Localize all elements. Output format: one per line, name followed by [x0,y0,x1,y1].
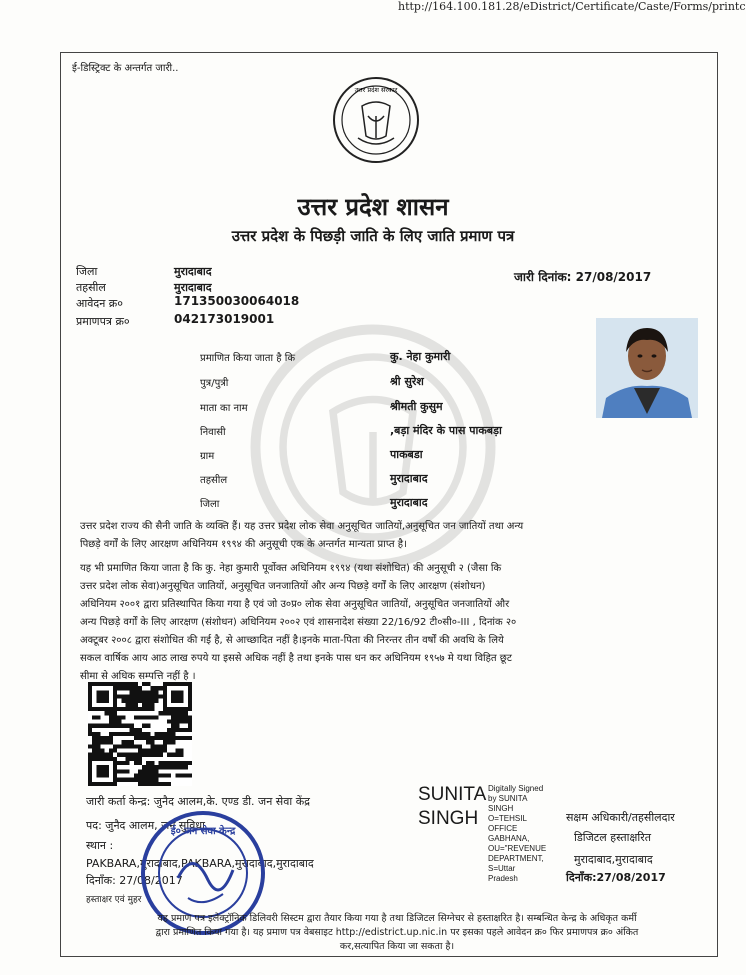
qr-code[interactable] [88,682,192,786]
applicant-name: कु. नेहा कुमारी [390,350,451,363]
person-district-value: मुरादाबाद [390,496,428,509]
body-line-1: उत्तर प्रदेश राज्य की सैनी जाति के व्यक्ति हैं। यह उत्तर प्रदेश लोक सेवा अनुसूचित जातियों,अनुसूचित जन जातियों तथा अन्य [80,521,524,532]
body-line-2: पिछड़े वर्गों के लिए आरक्षण अधिनियम १९९४ की अनुसूची एक के अन्तर्गत मान्यता प्राप्त है। [80,539,407,550]
child-of-label: पुत्र/पुत्री [200,378,229,389]
place-label: स्थान : [86,839,114,852]
footer-line-2: द्वारा प्रमाणित किया गया है। यह प्रमाण पत्र वेबसाइट http://edistrict.up.nic.in पर इसका पहले आवेदन क्र० फिर प्रमाणपत्र क्र० अंकित [155,927,639,938]
up-government-emblem [332,76,420,164]
body-line-4: उत्तर प्रदेश लोक सेवा)अनुसूचित जातियों, अनुसूचित जनजातियों और अन्य पिछड़े वर्गों के लिए आरक्षण (संशोधन) [80,581,486,592]
person-district-label: जिला [200,499,220,510]
footer-line-3: कर,सत्यापित किया जा सकता है। [339,941,455,952]
body-line-8: सकल वार्षिक आय आठ लाख रुपये या इससे अधिक नहीं है तथा इनके पास धन कर अधिनियम १९५७ मे यथा विहित छूट [80,653,512,664]
body-line-7: अक्टूबर २००८ द्वारा संशोधित की गई है, से आच्छादित नहीं है।इनके माता-पिता की निरन्तर तीन वर्षों की अवधि के लिये [80,635,504,646]
body-line-5: अधिनियम २००१ द्वारा प्रतिस्थापित किया गया है एवं जो उ०प्र० लोक सेवा अनुसूचित जातियों, अनुसूचित जनजातियों और [80,599,510,610]
seal-text: ई० जन सेवा केन्द्र [170,826,236,837]
district-label: जिला [76,265,98,278]
issue-date: जारी दिनांक: 27/08/2017 [514,270,652,284]
digital-signature-details: Digitally Signed by SUNITA SINGH O=TEHSIL OFFICE GABHANA, OU="REVENUE DEPARTMENT, S=Uttar Pradesh [488,784,547,883]
certificate-subtitle: उत्तर प्रदेश के पिछड़ी जाति के लिए जाति प्रमाण पत्र [231,227,515,245]
certificate-number: 042173019001 [174,312,275,326]
certificate-title: उत्तर प्रदेश शासन [297,192,449,221]
authority-designation: सक्षम अधिकारी/तहसीलदार [566,811,675,824]
tehsil-label: तहसील [76,281,106,294]
resident-address: ,बड़ा मंदिर के पास पाकबड़ा [390,424,502,437]
digital-signer-last: SINGH [418,808,479,829]
authority-date: दिनाँक:27/08/2017 [566,871,666,884]
mother-name: श्रीमती कुसुम [390,400,443,413]
authority-signed: डिजिटल हस्ताक्षरित [574,831,651,844]
tehsil-value: मुरादाबाद [174,281,212,294]
body-line-9: सीमा से अधिक सम्पत्ति नहीं है । [80,671,196,682]
emblem-text: उत्तर प्रदेश सरकार [354,86,398,94]
footer-line-1: यह प्रमाण पत्र इलेक्ट्रॉनिक डिलिवरी सिस्टम द्वारा तैयार किया गया है तथा डिजिटल सिग्नेचर से हस्ताक्षरित है। सम्बन्धित केन्द्र के अधिकृत कर्मी [157,913,637,924]
certify-label: प्रमाणित किया जाता है कि [200,353,296,364]
authority-place: मुरादाबाद,मुरादाबाद [574,853,653,866]
digital-signer-first: SUNITA [418,784,487,805]
issuer-date: दिनाँक: 27/08/2017 [86,874,183,887]
application-label: आवेदन क्र० [76,297,123,310]
person-tehsil-label: तहसील [200,475,228,486]
mother-name-label: माता का नाम [200,403,248,414]
issuing-center: जारी कर्ता केन्द्र: जुनैद आलम,के. एण्ड डी. जन सेवा केंद्र [86,795,310,808]
village-label: ग्राम [200,451,215,462]
signature-seal-label: हस्ताक्षर एवं मुहर [86,895,142,905]
father-name: श्री सुरेश [390,375,424,388]
district-value: मुरादाबाद [174,265,212,278]
issued-under-label: ई-डिस्ट्रिक्ट के अन्तर्गत जारी.. [72,63,179,74]
browser-url: http://164.100.181.28/eDistrict/Certificate/Caste/Forms/printc [398,0,746,13]
place-value: PAKBARA,मुरादाबाद,PAKBARA,मुरादाबाद,मुरादाबाद [86,857,314,870]
application-number: 171350030064018 [174,294,300,308]
body-line-3: यह भी प्रमाणित किया जाता है कि कु. नेहा कुमारी पूर्वोक्त अधिनियम १९९४ (यथा संशोधित) की अनुसूची २ (जैसा कि [80,563,502,574]
applicant-photo [596,318,698,418]
issuer-post: पद: जुनैद आलम, जन सुविधा [86,819,205,832]
village-value: पाकबडा [390,448,423,461]
certificate-number-label: प्रमाणपत्र क्र० [76,315,130,328]
body-line-6: अन्य पिछड़े वर्गों के लिए आरक्षण (संशोधन) अधिनियम २००२ एवं शासनादेश संख्या 22/16/92 टी०सी०-III , दिनांक २० [80,617,517,628]
resident-label: निवासी [200,427,226,438]
person-tehsil-value: मुरादाबाद [390,472,428,485]
